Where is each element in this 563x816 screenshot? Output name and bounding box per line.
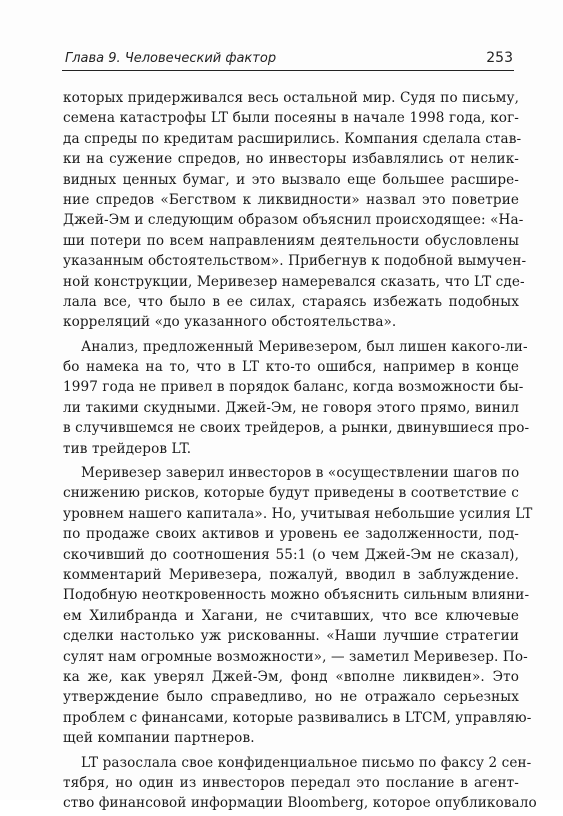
text-line: Джей-Эм и следующим образом объяснил происходящее: «На- (63, 212, 524, 229)
text-line: ной конструкции, Меривезер намеревался сказать, что LT сде- (63, 273, 525, 290)
text-line: комментарий Меривезера, пожалуй, вводил в заблуждение. (63, 566, 519, 583)
text-line: тября, но один из инвесторов передал это послание в агент- (63, 774, 519, 791)
text-line: видных ценных бумаг, и это вызвало еще большее расшире- (63, 171, 519, 188)
chapter-title: Глава 9. Человеческий фактор (65, 51, 277, 66)
text-line: корреляций «до указанного обстоятельства». (63, 314, 397, 331)
text-line: тив трейдеров LT. (63, 440, 192, 457)
text-line: ка же, как уверял Джей-Эм, фонд «вполне ликвиден». Это (63, 668, 519, 685)
text-line: сделки настолько уж рискованны. «Наши лучшие стратегии (63, 628, 519, 645)
page-number: 253 (486, 50, 513, 66)
text-line: скочивший до соотношения 55:1 (о чем Джей-Эм не сказал), (63, 546, 519, 563)
text-line: лала все, что было в ее силах, стараясь избежать подобных (63, 293, 519, 310)
text-line: в случившемся не своих трейдеров, а рынки, двинувшиеся про- (63, 420, 530, 437)
paragraph (63, 88, 527, 333)
paragraph (63, 463, 533, 748)
text-line: проблем с финансами, которые развивались в LTCM, управляю- (63, 709, 532, 726)
text-line: уровнем нашего капитала». Но, учитывая небольшие усилия LT (63, 505, 533, 522)
paragraph (63, 753, 537, 814)
body-text (63, 88, 537, 816)
text-line: ки на сужение спредов, но инвесторы избавлялись от нелик- (63, 151, 519, 168)
text-line: семена катастрофы LT были посеяны в начале 1998 года, ког- (63, 110, 519, 127)
text-line: ли такими скудными. Джей-Эм, не говоря этого прямо, винил (63, 399, 519, 416)
text-line: утверждение было справедливо, но не отражало серьезных (63, 689, 519, 706)
text-line: указанным обстоятельством». Прибегнув к подобной вымучен- (63, 253, 527, 270)
running-header (65, 44, 513, 66)
text-line: ние спредов «Бегством к ликвидности» назвал это поветрие (63, 191, 519, 208)
paragraph (63, 337, 530, 459)
text-line: ем Хилибранда и Хагани, не считавших, что все ключевые (63, 607, 519, 624)
text-line: ство финансовой информации Bloomberg, которое опубликовало (63, 795, 537, 812)
text-line: щей компании партнеров. (63, 730, 255, 747)
text-line: 1997 года не привел в порядок баланс, когда возможности бы- (63, 379, 524, 396)
text-line: да спреды по кредитам расширились. Компания сделала став- (63, 130, 522, 147)
text-line: Меривезер заверил инвесторов в «осуществлении шагов по (81, 465, 520, 482)
text-line: по продаже своих активов и уровень ее задолженности, под- (63, 526, 519, 543)
text-line: снижению рисков, которые будут приведены в соответствие с (63, 485, 519, 502)
text-line: которых придерживался весь остальной мир. Судя по письму, (63, 90, 519, 106)
text-line: сулят нам огромные возможности», — заметил Меривезер. По- (63, 648, 528, 665)
text-line: LT разослала свое конфиденциальное письмо по факсу 2 сен- (81, 754, 532, 771)
text-line: бо намека на то, что в LT кто-то ошибся, например в конце (63, 359, 519, 376)
text-line: ши потери по всем направлениям деятельности обусловлены (63, 232, 519, 249)
text-line: Анализ, предложенный Меривезером, был лишен какого-ли- (81, 338, 528, 355)
header-rule (62, 70, 514, 71)
text-line: Подобную неоткровенность можно объяснить сильным влияни- (63, 587, 530, 604)
